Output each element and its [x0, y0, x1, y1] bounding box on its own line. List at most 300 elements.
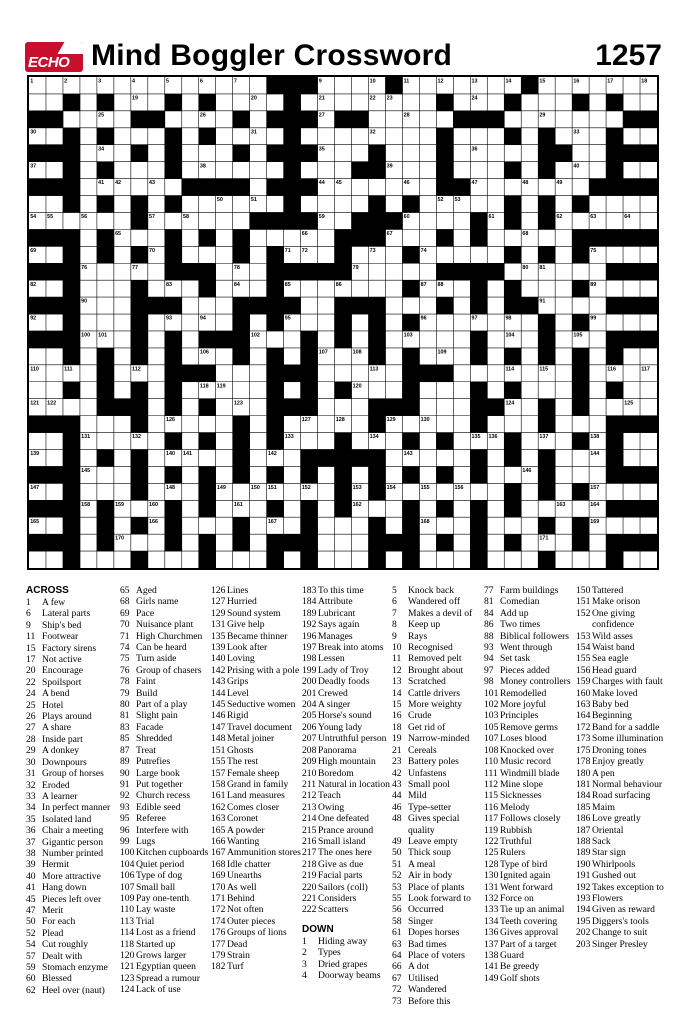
- black-square: [470, 551, 487, 568]
- clue-entry-text: Boredom: [318, 767, 354, 779]
- clue-entry-text: To this time: [318, 585, 364, 596]
- clue-number: 8: [267, 78, 271, 85]
- black-square: [63, 162, 80, 179]
- clue-entry: [26, 768, 122, 779]
- clue-entry: [576, 927, 668, 938]
- black-square: [351, 162, 368, 179]
- clue-entry-number: 181: [576, 778, 591, 790]
- clue-entry-text: Tattered: [592, 585, 624, 596]
- black-square: [572, 229, 589, 246]
- clue-entry-number: 146: [211, 710, 226, 722]
- clue-entry-number: 62: [26, 984, 36, 996]
- clue-entry: [302, 722, 396, 733]
- clue-entry-text: Mine slope: [500, 778, 543, 790]
- clue-entry-number: 50: [26, 916, 36, 928]
- clue-entry-number: 38: [26, 847, 36, 859]
- black-square: [267, 179, 284, 196]
- black-square: [572, 365, 589, 382]
- clue-number: 118: [199, 383, 209, 390]
- clue-number: 22: [369, 95, 376, 102]
- clue-entry-text: A pen: [592, 767, 615, 779]
- clue-entry-text: Small pool: [408, 778, 450, 790]
- clue-entry-text: Sailors (coll): [318, 881, 368, 893]
- clue-number: 103: [403, 332, 413, 339]
- clue-entry-number: 5: [392, 585, 397, 596]
- clue-number: 28: [403, 112, 410, 119]
- clue-entry-number: 136: [484, 927, 499, 939]
- black-square: [29, 263, 46, 280]
- clue-entry-text: Knock back: [408, 585, 455, 596]
- clue-entry-text: Place of voters: [408, 950, 466, 961]
- clue-entry-text: Considers: [318, 892, 357, 904]
- clue-entry: [392, 733, 487, 744]
- clue-entry-text: Merit: [42, 904, 64, 916]
- black-square: [335, 433, 352, 450]
- clue-entry-number: 90: [120, 767, 130, 779]
- black-square: [538, 162, 555, 179]
- clue-entry: [26, 928, 122, 939]
- clue-entry-number: 149: [484, 972, 499, 984]
- clue-entry-number: 141: [484, 961, 499, 973]
- clue-entry-text: Comedian: [500, 596, 540, 608]
- clue-entry: [26, 859, 122, 870]
- clue-entry-text: Keep up: [408, 619, 441, 631]
- clue-entry-text: Horse's sound: [318, 710, 372, 722]
- clue-entry: [26, 939, 122, 950]
- clue-entry-text: Love greatly: [592, 813, 641, 825]
- clue-entry: [211, 756, 305, 767]
- black-square: [233, 314, 250, 331]
- clue-entry-number: 204: [302, 699, 317, 711]
- clue-entry: [576, 939, 668, 950]
- black-square: [572, 246, 589, 263]
- clue-entry-number: 110: [120, 904, 135, 916]
- clue-entry-text: Pace: [136, 607, 155, 619]
- crossword-grid[interactable]: [27, 75, 659, 570]
- clue-entry-text: Grows larger: [136, 950, 187, 961]
- clue-entry-number: 182: [211, 961, 226, 973]
- clue-number: 151: [267, 484, 277, 491]
- black-square: [623, 179, 640, 196]
- clue-entry: [484, 733, 579, 744]
- black-square: [606, 229, 623, 246]
- clue-number: 80: [522, 264, 529, 271]
- black-square: [267, 212, 284, 229]
- clue-entry-number: 9: [392, 630, 397, 642]
- black-square: [199, 500, 216, 517]
- clue-entry: [26, 916, 122, 927]
- black-square: [335, 331, 352, 348]
- clue-number: 94: [199, 315, 206, 322]
- clue-number: 117: [641, 366, 650, 373]
- clue-entry-text: Plead: [42, 927, 64, 939]
- clue-entry: [120, 882, 214, 893]
- black-square: [538, 246, 555, 263]
- black-square: [233, 534, 250, 551]
- black-square: [436, 162, 453, 179]
- clue-entry-number: 4: [302, 970, 307, 981]
- clue-number: 1: [30, 78, 34, 85]
- black-square: [165, 162, 182, 179]
- black-square: [182, 179, 199, 196]
- black-square: [46, 534, 63, 551]
- clue-entry: [576, 916, 668, 927]
- clue-entry-number: 115: [484, 790, 499, 802]
- black-square: [385, 534, 402, 551]
- clue-entry-text: Trial: [136, 915, 155, 927]
- black-square: [640, 145, 657, 162]
- clue-entry-number: 98: [484, 676, 494, 688]
- black-square: [487, 111, 504, 128]
- clue-entry-number: 152: [576, 607, 591, 619]
- clue-entry-text: A few: [42, 597, 66, 608]
- black-square: [29, 500, 46, 517]
- clue-number: 166: [149, 518, 159, 525]
- clue-entry: [120, 596, 214, 607]
- clue-entry: [576, 745, 668, 756]
- clue-entry: [576, 904, 668, 915]
- clue-entry: [302, 596, 396, 607]
- clue-entry-text: Metal joiner: [227, 733, 275, 745]
- clue-number: 26: [199, 112, 206, 119]
- black-square: [351, 111, 368, 128]
- clue-number: 29: [539, 112, 546, 119]
- clue-number: 144: [590, 451, 600, 458]
- black-square: [436, 145, 453, 162]
- black-square: [368, 162, 385, 179]
- clue-entry-text: Band for a saddle: [592, 721, 660, 733]
- clue-entry-text: Hurried: [227, 596, 257, 608]
- clue-entry-number: 107: [120, 881, 135, 893]
- clue-entry: [576, 653, 668, 664]
- clue-number: 36: [471, 146, 478, 153]
- clue-entry-number: 155: [576, 653, 591, 665]
- clue-entry-text: Downpours: [42, 756, 87, 768]
- clue-entry-number: 103: [484, 710, 499, 722]
- clue-entry-number: 209: [302, 756, 317, 768]
- black-square: [63, 94, 80, 111]
- clue-entry-text: Comes closer: [227, 801, 279, 813]
- clue-entry-number: 183: [302, 585, 317, 596]
- clue-entry-number: 145: [211, 699, 226, 711]
- clue-entry-number: 14: [392, 687, 402, 699]
- clue-entry-text: High Churchmen: [136, 630, 203, 642]
- clue-number: 14: [505, 78, 512, 85]
- clue-entry: [484, 699, 579, 710]
- black-square: [470, 399, 487, 416]
- black-square: [453, 179, 470, 196]
- clue-entry: [392, 950, 487, 961]
- clue-entry-text: Seductive women: [227, 699, 296, 711]
- clue-entry: [392, 676, 487, 687]
- clue-entry-number: 192: [302, 619, 317, 631]
- clue-entry: [392, 813, 487, 836]
- clue-entry-text: Money controllers: [500, 676, 571, 688]
- black-square: [97, 128, 114, 145]
- black-square: [402, 365, 419, 382]
- clue-entry: [211, 927, 305, 938]
- clue-entry-number: 157: [211, 767, 226, 779]
- clue-entry-number: 190: [576, 858, 591, 870]
- clue-entry-text: Guard: [500, 950, 524, 961]
- black-square: [623, 297, 640, 314]
- clue-entry: [26, 973, 122, 984]
- clue-number: 68: [522, 230, 529, 237]
- clue-entry-text: Beginning: [592, 710, 632, 722]
- clue-number: 51: [250, 197, 257, 204]
- black-square: [504, 449, 521, 466]
- black-square: [572, 433, 589, 450]
- clue-entry: [484, 745, 579, 756]
- black-square: [572, 382, 589, 399]
- clue-entry: [26, 825, 122, 836]
- clue-entry-text: Loving: [227, 653, 255, 665]
- black-square: [504, 433, 521, 450]
- black-square: [165, 466, 182, 483]
- black-square: [470, 517, 487, 534]
- clue-entry-text: The ones here: [318, 847, 372, 859]
- clue-entry-text: Not often: [227, 904, 264, 916]
- clue-entry-text: Cereals: [408, 744, 437, 756]
- clue-entry-text: Kitchen cupboards: [136, 847, 209, 859]
- clue-entry-number: 156: [576, 664, 591, 676]
- black-square: [318, 449, 335, 466]
- clue-entry: [26, 597, 122, 608]
- clue-number: 163: [556, 501, 566, 508]
- clue-entry: [484, 722, 579, 733]
- black-square: [504, 534, 521, 551]
- clue-entry: [576, 790, 668, 801]
- clue-number: 137: [539, 434, 549, 441]
- clue-entry-number: 81: [120, 710, 130, 722]
- clue-entry-text: Isolated land: [42, 813, 92, 825]
- clue-number: 37: [30, 163, 37, 170]
- clue-entry: [576, 608, 668, 631]
- clue-entry-text: Female sheep: [227, 767, 280, 779]
- clue-entry-number: 48: [392, 813, 402, 825]
- clue-entry-text: Ship's bed: [42, 619, 82, 631]
- clue-entry: [576, 665, 668, 676]
- black-square: [402, 551, 419, 568]
- clue-entry-number: 217: [302, 847, 317, 859]
- black-square: [284, 196, 301, 213]
- black-square: [436, 534, 453, 551]
- clue-number: 66: [301, 230, 308, 237]
- black-square: [538, 331, 555, 348]
- clue-entry: [484, 961, 579, 972]
- black-square: [267, 348, 284, 365]
- black-square: [165, 246, 182, 263]
- clue-entry: [484, 642, 579, 653]
- clue-entry: [576, 676, 668, 687]
- clue-entry: [120, 642, 214, 653]
- black-square: [453, 111, 470, 128]
- clue-entry-number: 89: [120, 756, 130, 768]
- clue-entry-number: 179: [211, 950, 226, 961]
- black-square: [131, 348, 148, 365]
- clue-entry-text: Waist band: [592, 642, 635, 654]
- clue-entry-text: Spread a rumour: [136, 972, 200, 984]
- black-square: [63, 145, 80, 162]
- clue-entry: [392, 996, 487, 1007]
- clue-entry-number: 202: [576, 927, 591, 939]
- black-square: [29, 145, 46, 162]
- clue-number: 23: [386, 95, 393, 102]
- clue-entry: [484, 631, 579, 642]
- clue-entry: [484, 813, 579, 824]
- black-square: [606, 416, 623, 433]
- clue-entry-text: Became thinner: [227, 630, 288, 642]
- clue-entry-number: 201: [302, 687, 317, 699]
- clue-entry-number: 132: [484, 892, 499, 904]
- clue-number: 17: [607, 78, 614, 85]
- black-square: [504, 162, 521, 179]
- black-square: [470, 212, 487, 229]
- clue-number: 97: [471, 315, 478, 322]
- down-heading: DOWN: [302, 923, 334, 935]
- clue-entry-text: Footwear: [42, 631, 79, 643]
- clue-entry-text: Facade: [136, 721, 164, 733]
- clue-number: 72: [301, 247, 308, 254]
- clue-entry: [392, 836, 487, 847]
- clue-number: 3: [98, 78, 102, 85]
- clue-entry-number: 187: [576, 824, 591, 836]
- clue-entry-text: Encourage: [42, 665, 84, 677]
- black-square: [538, 314, 555, 331]
- black-square: [63, 246, 80, 263]
- black-square: [267, 382, 284, 399]
- clue-entry-text: As well: [227, 881, 257, 893]
- clue-entry: [211, 642, 305, 653]
- clue-number: 160: [149, 501, 159, 508]
- clue-entry-number: 200: [302, 676, 317, 688]
- clue-entry: [576, 813, 668, 824]
- black-square: [335, 466, 352, 483]
- clue-entry: [120, 916, 214, 927]
- clue-entry-text: A meal: [408, 858, 436, 870]
- clue-number: 108: [352, 349, 362, 356]
- black-square: [165, 196, 182, 213]
- clue-entry-text: Two times: [500, 619, 541, 631]
- black-square: [199, 128, 216, 145]
- clue-entry: [26, 802, 122, 813]
- black-square: [63, 263, 80, 280]
- clue-entry-text: Windmill blade: [500, 767, 560, 779]
- clue-entry: [26, 745, 122, 756]
- clue-number: 12: [437, 78, 444, 85]
- clue-entry-number: 205: [302, 710, 317, 722]
- clue-entry: [302, 893, 396, 904]
- black-square: [470, 348, 487, 365]
- black-square: [46, 111, 63, 128]
- black-square: [606, 128, 623, 145]
- clue-entry: [120, 608, 214, 619]
- clue-entry-text: Panorama: [318, 744, 357, 756]
- black-square: [63, 433, 80, 450]
- clue-entry: [211, 847, 305, 858]
- clue-entry: [26, 688, 122, 699]
- clue-entry: [211, 688, 305, 699]
- clue-entry-text: Farm buildings: [500, 585, 559, 596]
- clue-entry: [576, 585, 668, 596]
- clue-number: 5: [165, 78, 169, 85]
- black-square: [436, 128, 453, 145]
- clue-entry-text: Sicknesses: [500, 790, 542, 802]
- clue-entry: [576, 722, 668, 733]
- black-square: [29, 534, 46, 551]
- black-square: [165, 94, 182, 111]
- clue-entry-text: Slight pain: [136, 710, 178, 722]
- clue-entry-number: 122: [484, 835, 499, 847]
- clue-entry-number: 74: [120, 642, 130, 654]
- clue-entry-text: Behind: [227, 892, 255, 904]
- black-square: [368, 331, 385, 348]
- clue-number: 74: [420, 247, 427, 254]
- clue-number: 77: [132, 264, 139, 271]
- clue-entry-number: 94: [484, 653, 494, 665]
- black-square: [640, 297, 657, 314]
- black-square: [640, 416, 657, 433]
- clue-entry: [576, 893, 668, 904]
- black-square: [267, 246, 284, 263]
- black-square: [402, 517, 419, 534]
- clue-entry: [26, 677, 122, 688]
- black-square: [131, 280, 148, 297]
- clue-number: 159: [115, 501, 125, 508]
- clue-entry: [211, 904, 305, 915]
- crossword-grid-svg[interactable]: [29, 77, 657, 568]
- clue-number: 15: [539, 78, 546, 85]
- clue-entry-text: Wandered off: [408, 596, 461, 608]
- black-square: [233, 229, 250, 246]
- clue-entry: [576, 859, 668, 870]
- clue-entry: [211, 859, 305, 870]
- black-square: [623, 534, 640, 551]
- clue-entry: [120, 939, 214, 950]
- clue-entry-number: 129: [211, 607, 226, 619]
- clue-entry-number: 47: [26, 904, 36, 916]
- clue-entry-number: 42: [392, 767, 402, 779]
- clue-entry-number: 104: [120, 858, 135, 870]
- clue-entry-number: 220: [302, 881, 317, 893]
- black-square: [131, 212, 148, 229]
- clue-entry-text: Give help: [227, 619, 265, 631]
- clue-entry-text: Grand in family: [227, 778, 289, 790]
- black-square: [368, 483, 385, 500]
- clue-entry-text: Pay one-tenth: [136, 892, 190, 904]
- clue-entry: [484, 802, 579, 813]
- clue-entry-text: Young lady: [318, 721, 363, 733]
- black-square: [131, 297, 148, 314]
- clue-entry-number: 84: [484, 607, 494, 619]
- black-square: [114, 399, 131, 416]
- clue-entry-text: Attribute: [318, 596, 353, 608]
- clue-entry-number: 60: [26, 973, 36, 985]
- black-square: [46, 263, 63, 280]
- black-square: [504, 246, 521, 263]
- clue-entry: [211, 790, 305, 801]
- clue-entry-number: 185: [576, 801, 591, 813]
- black-square: [63, 128, 80, 145]
- clue-entry: [484, 904, 579, 915]
- clue-entry: [302, 733, 396, 744]
- clue-entry-number: 158: [211, 778, 226, 790]
- clue-entry-text: Sound system: [227, 607, 281, 619]
- clue-entry: [120, 665, 214, 676]
- clue-number: 167: [267, 518, 277, 525]
- clue-number: 30: [30, 129, 37, 136]
- clue-entry-number: 65: [120, 585, 130, 596]
